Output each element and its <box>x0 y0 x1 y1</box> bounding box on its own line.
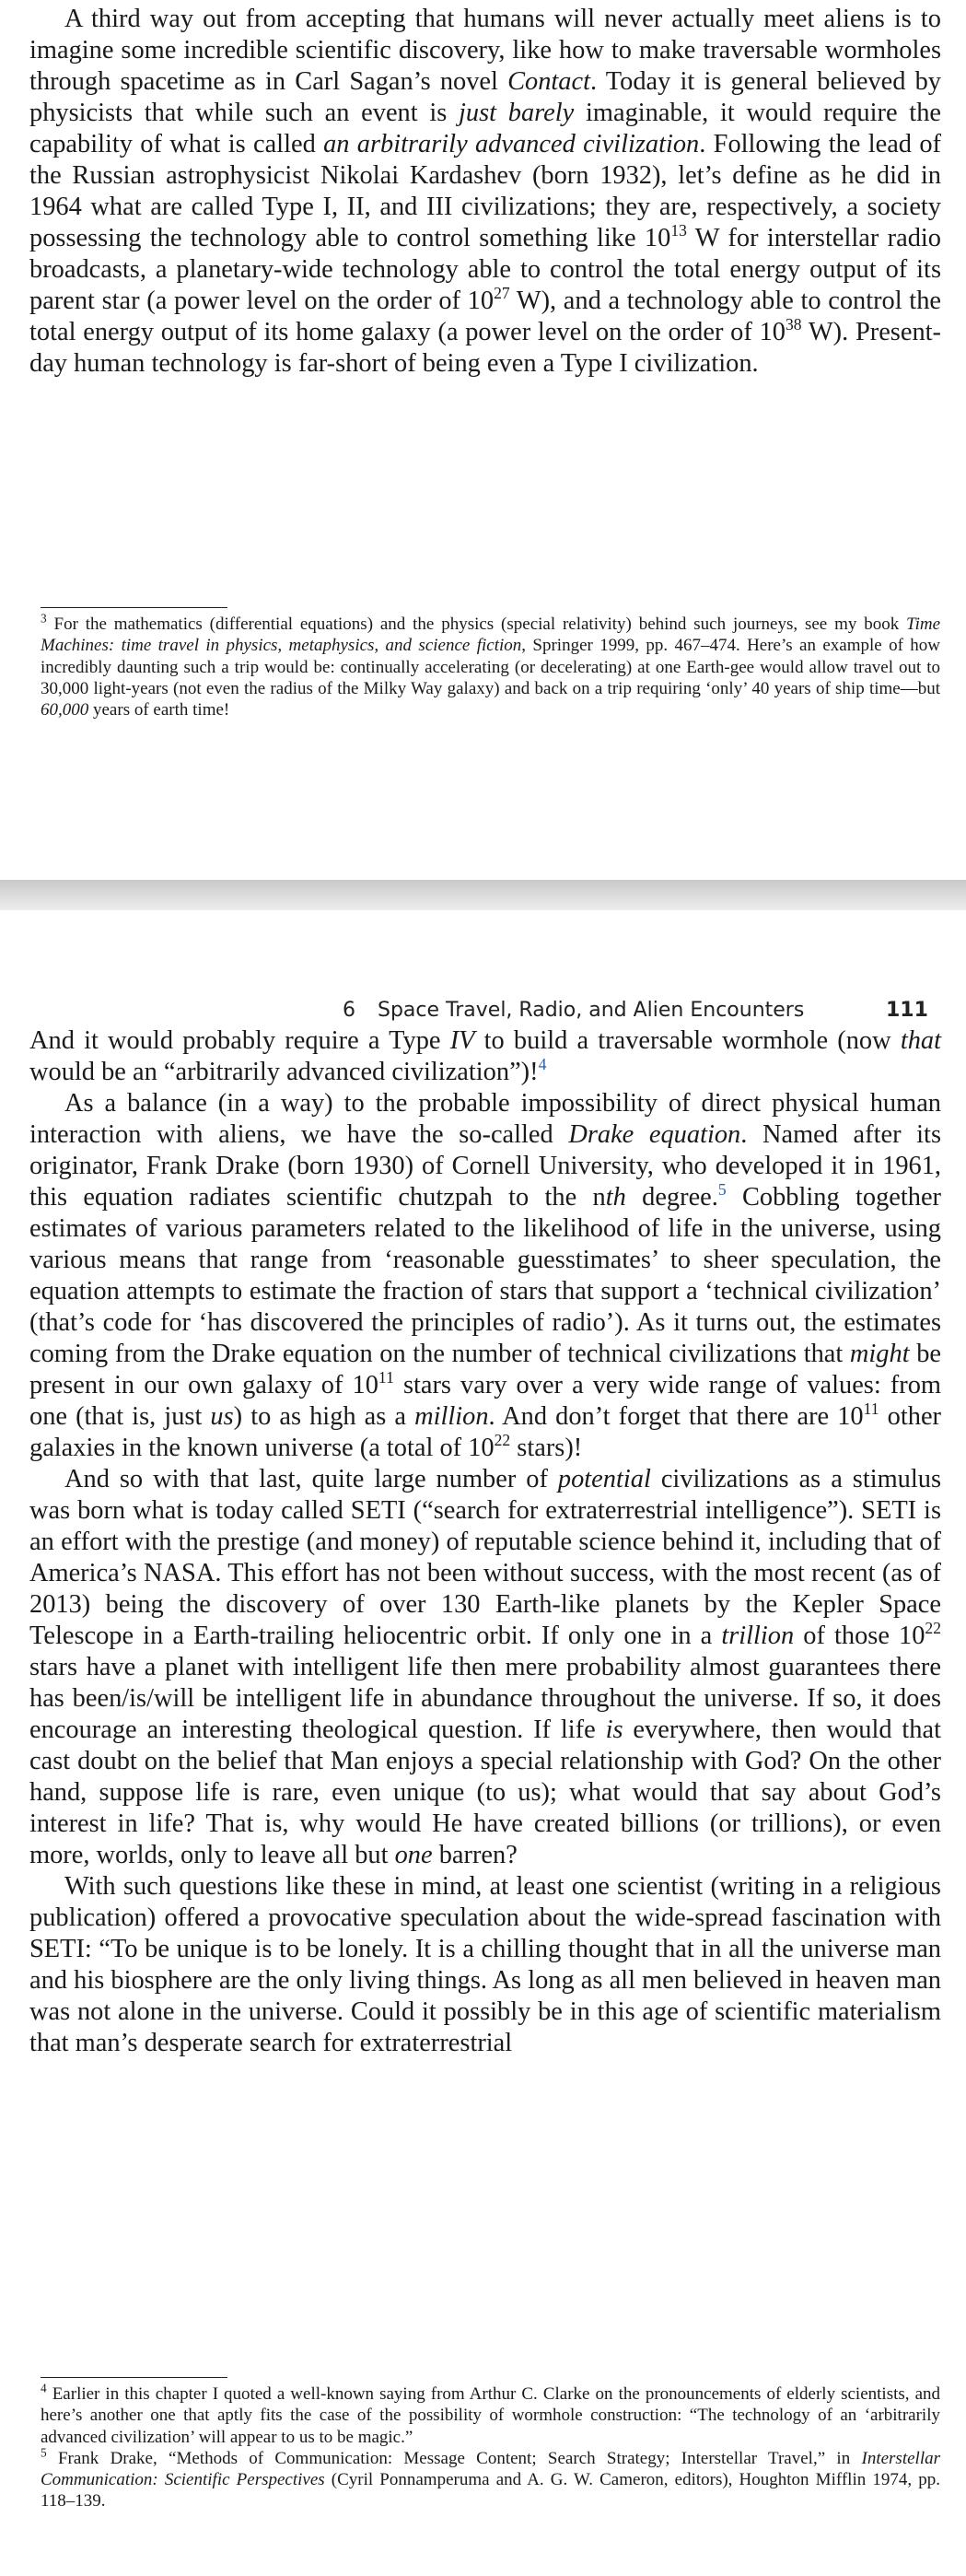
text-run: of those 10 <box>794 1622 925 1650</box>
text-run: to build a traversable wormhole (now <box>474 1026 901 1055</box>
text-run: A third way out from accepting that humans will never actually meet aliens is to imagine some incredible scientific discovery, like how to make traversable wormholes through spacetime as in Carl Sagan’s novel <box>29 5 941 96</box>
emphasis: million <box>414 1402 489 1431</box>
text-run: stars have a planet with intelligent life then mere probability almost guarantees there has been/is/will be intelligent life in abundance throughout the universe. If so, it does encourage an interesting theological question. If life <box>29 1653 941 1744</box>
emphasis: trillion <box>721 1622 795 1650</box>
text-run: . Today it is general believed by physicists that while such an event is <box>29 67 942 127</box>
text-run: As a balance (in a way) to the probable impossibility of direct physical human interaction with aliens, we have the so-called <box>29 1089 941 1149</box>
text-run: W). Present-day human technology is far-short of being even a Type I civilization. <box>29 318 941 378</box>
footnote-5 <box>41 2445 940 2512</box>
text-run: . Named after its originator, Frank Drake (born 1930) of Cornell University, who developed it in 1961, this equation radiates scientific chutzpah to the n <box>29 1120 941 1212</box>
text-run: Earlier in this chapter I quoted a well-known saying from Arthur C. Clarke on the pronouncements of elderly scientists, and here’s another one that aptly fits the case of the possibility of wormhole construction: “The technology of an ‘arbitrarily advanced civilization’ will appear to us to be magic.” <box>41 2384 940 2447</box>
page-number: 111 <box>886 999 928 1022</box>
emphasis: might <box>849 1340 910 1368</box>
current-page <box>0 910 966 2576</box>
emphasis: is <box>605 1715 623 1744</box>
footnote-marker: 3 <box>41 611 47 626</box>
exponent: 13 <box>670 221 687 240</box>
text-run: W), and a technology able to control the total energy output of its home galaxy (a power level on the order of 10 <box>29 287 941 346</box>
text-run: Cobbling together estimates of various parameters related to the likelihood of life in the universe, using various means that range from ‘reasonable guesstimates’ to sheer speculation, the equation attempts to estimate the fraction of stars that support a ‘technical civilization’ (that’s code for ‘has discovered the principles of radio’). As it turns out, the estimates coming from the Drake equation on the number of technical civilizations that <box>29 1183 941 1368</box>
paragraph-drake-equation <box>29 1088 941 1464</box>
chapter-title: Space Travel, Radio, and Alien Encounters <box>378 999 805 1022</box>
footnotes <box>41 2383 940 2512</box>
text-run: Frank Drake, “Methods of Communication: Message Content; Search Strategy; Interstellar Travel,” in <box>46 2448 862 2468</box>
text-run: imaginable, it would require the capability of what is called <box>29 99 941 158</box>
book-title-contact: Contact <box>507 67 590 96</box>
text-run: civilizations as a stimulus was born what is today called SETI (“search for extraterrestrial intelligence”). SETI is an effort with the prestige (and money) of reputable science behind it, including that of America’s NASA. This effort has not been without success, with the most recent (as of 2013) being the discovery of over 130 Earth-like planets by the Kepler Space Telescope in a Earth-trailing heliocentric orbit. If only one in a <box>29 1465 942 1650</box>
text-run: , Springer 1999, pp. 467–474. Here’s an example of how incredibly daunting such a trip would be: continually accelerating (or decelerating) at one Earth-gee would allow travel out to 30,000 light-years (not even the radius of the Milky Way galaxy) and back on a trip requiring ‘only’ 40 years of ship time—but <box>41 636 940 698</box>
previous-page <box>0 0 966 880</box>
text-run: For the mathematics (differential equations) and the physics (special relativity) behind such journeys, see my book <box>46 615 907 634</box>
footnote-divider <box>41 2377 227 2378</box>
page-separator <box>0 880 966 910</box>
footnote-link-5[interactable]: 5 <box>717 1180 727 1200</box>
text-run: (Cyril Ponnamperuma and A. G. W. Cameron, editors), Houghton Mifflin 1974, pp. 118–139. <box>41 2470 940 2512</box>
text-run: W for interstellar radio broadcasts, a planetary-wide technology able to control the total energy output of its parent star (a power level on the order of 10 <box>29 224 941 315</box>
emphasis: an arbitrarily advanced civilization <box>323 130 700 158</box>
emphasis: just barely <box>459 99 575 127</box>
emphasis: Drake equation <box>568 1120 741 1149</box>
exponent: 11 <box>863 1399 879 1419</box>
emphasis: th <box>605 1183 626 1212</box>
footnote-3 <box>41 611 940 720</box>
text-run: And it would probably require a Type <box>29 1026 450 1055</box>
text-run: everywhere, then would that cast doubt on the belief that Man enjoys a special relationship with God? On the other hand, suppose life is rare, even unique (to us); what would that say about God’s interest in life? That is, why would He have created billions (or trillions), or even more, worlds, only to leave all but <box>29 1715 941 1869</box>
text-run: . And don’t forget that there are 10 <box>488 1402 864 1431</box>
footnote-divider <box>41 607 227 608</box>
text-run: stars vary over a very wide range of values: from one (that is, just <box>29 1371 941 1431</box>
text-run: . Following the lead of the Russian astrophysicist Nikolai Kardashev (born 1932), let’s define as he did in 1964 what are called Type I, II, and III civilizations; they are, respectively, a society possessing the technology able to control something like 10 <box>29 130 941 252</box>
emphasis: that <box>900 1026 941 1055</box>
emphasis: IV <box>449 1026 475 1055</box>
exponent: 11 <box>378 1368 394 1388</box>
book-title: Time Machines: time travel in physics, metaphysics, and science fiction <box>41 615 940 656</box>
exponent: 22 <box>494 1431 511 1450</box>
text-run: ) to as high as a <box>233 1402 415 1431</box>
text-run: With such questions like these in mind, at least one scientist (writing in a religious publication) offered a provocative speculation about the wide-spread fascination with SETI: “To be unique is to be lonely. It is a chilling thought that in all the universe man and his biosphere are the only living things. As long as all men believed in heaven man was not alone in the universe. Could it possibly be in this age of scientific materialism that man’s desperate search for extraterrestrial <box>29 1872 941 2057</box>
footnote-4 <box>41 2383 940 2448</box>
text-run: other galaxies in the known universe (a total of 10 <box>29 1402 941 1462</box>
chapter-number: 6 <box>343 999 355 1022</box>
footnote-link-4[interactable]: 4 <box>538 1055 547 1074</box>
paragraph-seti <box>29 1464 941 1871</box>
emphasis: 60,000 <box>41 700 89 720</box>
text-run: stars)! <box>510 1434 583 1462</box>
text-run: degree. <box>625 1183 718 1212</box>
footnote-marker: 5 <box>41 2445 47 2460</box>
text-run: And so with that last, quite large number of <box>64 1465 558 1493</box>
body-text-previous-page <box>29 4 941 380</box>
text-run: years of earth time! <box>88 700 230 720</box>
paragraph-kardashev <box>29 4 941 380</box>
exponent: 27 <box>494 284 510 303</box>
text-run: barren? <box>432 1841 518 1869</box>
book-title: Interstellar Communication: Scientific Perspectives <box>41 2448 940 2490</box>
footnote-marker: 4 <box>41 2381 47 2395</box>
exponent: 38 <box>785 315 802 334</box>
emphasis: one <box>394 1841 433 1869</box>
exponent: 22 <box>925 1619 941 1638</box>
paragraph-type-iv <box>29 1025 941 1088</box>
footnotes-previous-page <box>41 611 940 720</box>
text-run: would be an “arbitrarily advanced civilization”)! <box>29 1058 539 1086</box>
text-run: be present in our own galaxy of 10 <box>29 1340 941 1399</box>
emphasis: potential <box>557 1465 651 1493</box>
paragraph-provocative-speculation <box>29 1871 941 2059</box>
emphasis: us <box>210 1402 234 1431</box>
body-text <box>29 1025 941 2059</box>
